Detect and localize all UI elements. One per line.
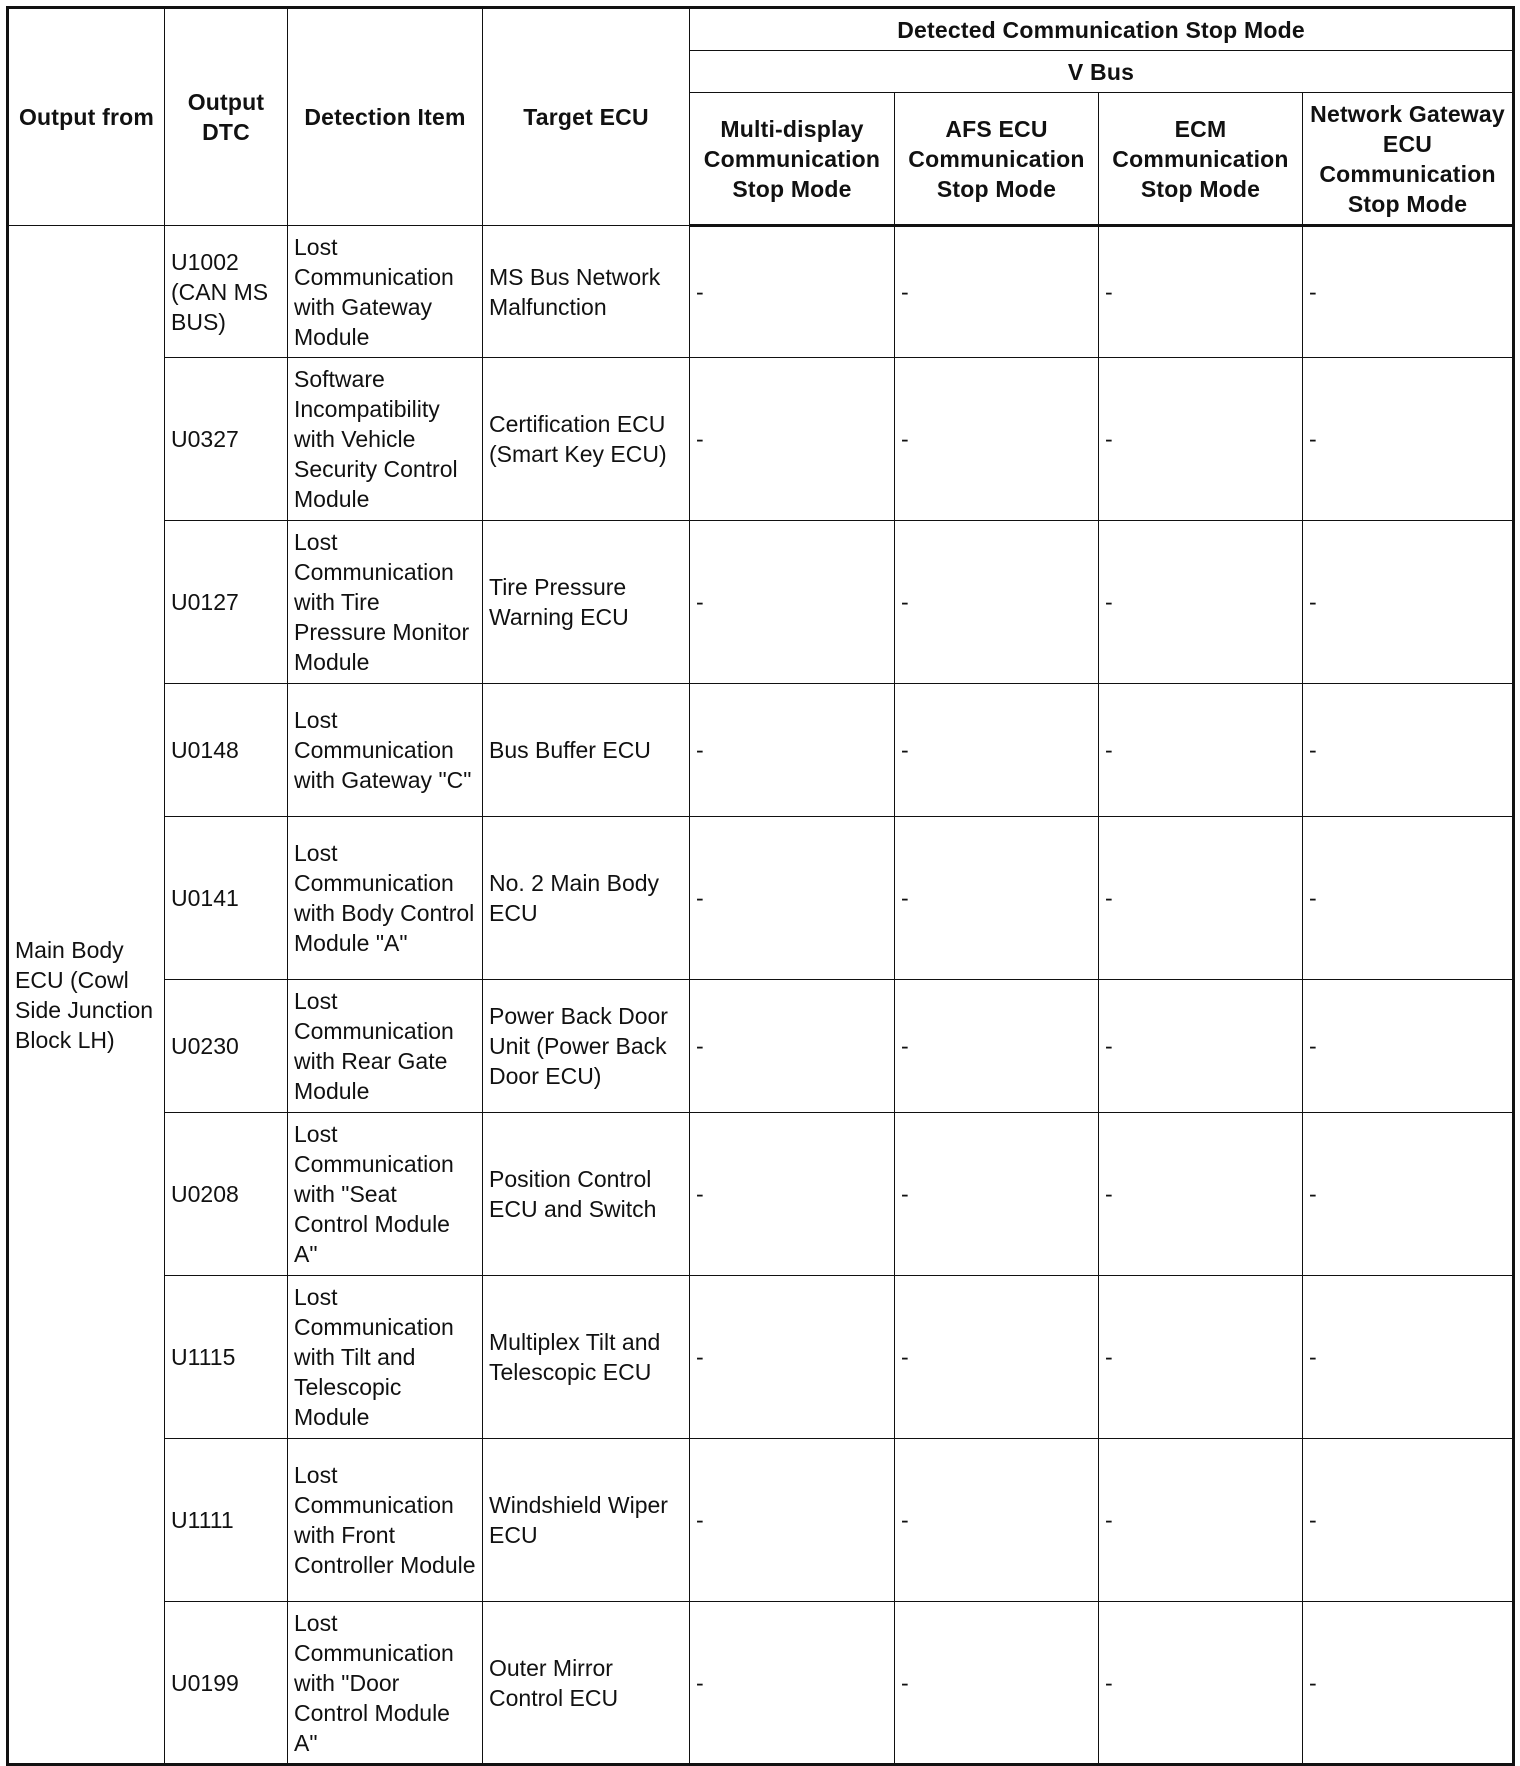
header-detection-item: Detection Item (288, 8, 483, 226)
dtc-code-cell: U1002 (CAN MS BUS) (165, 226, 288, 358)
table-body (8, 226, 1514, 1765)
mode-cell-afs-ecu: - (895, 521, 1099, 684)
mode-cell-network-gateway-ecu: - (1303, 1276, 1514, 1439)
target-ecu-cell: Bus Buffer ECU (483, 684, 690, 817)
dtc-code-cell: U0327 (165, 358, 288, 521)
table-row (8, 1276, 1514, 1439)
dtc-code-cell: U1115 (165, 1276, 288, 1439)
mode-cell-ecm: - (1099, 1602, 1303, 1765)
mode-cell-network-gateway-ecu: - (1303, 521, 1514, 684)
mode-cell-network-gateway-ecu: - (1303, 1113, 1514, 1276)
mode-cell-afs-ecu: - (895, 1602, 1099, 1765)
mode-cell-multi-display: - (690, 980, 895, 1113)
detection-item-cell: Lost Communication with "Door Control Module A" (288, 1602, 483, 1765)
mode-cell-multi-display: - (690, 521, 895, 684)
mode-cell-multi-display: - (690, 1602, 895, 1765)
detection-item-cell: Software Incompatibility with Vehicle Security Control Module (288, 358, 483, 521)
detection-item-cell: Lost Communication with Tire Pressure Monitor Module (288, 521, 483, 684)
mode-cell-multi-display: - (690, 358, 895, 521)
detection-item-cell: Lost Communication with Body Control Module "A" (288, 817, 483, 980)
mode-cell-afs-ecu: - (895, 226, 1099, 358)
dtc-code-cell: U0148 (165, 684, 288, 817)
dtc-code-cell: U1111 (165, 1439, 288, 1602)
dtc-table (6, 6, 1515, 1766)
mode-cell-afs-ecu: - (895, 1113, 1099, 1276)
dtc-code-cell: U0127 (165, 521, 288, 684)
mode-cell-multi-display: - (690, 817, 895, 980)
table-row (8, 226, 1514, 358)
table-row (8, 817, 1514, 980)
header-mode-afs-ecu: AFS ECU Communication Stop Mode (895, 93, 1099, 226)
dtc-code-cell: U0141 (165, 817, 288, 980)
detection-item-cell: Lost Communication with Rear Gate Module (288, 980, 483, 1113)
dtc-code-cell: U0199 (165, 1602, 288, 1765)
table-row (8, 358, 1514, 521)
target-ecu-cell: Power Back Door Unit (Power Back Door ECU) (483, 980, 690, 1113)
detection-item-cell: Lost Communication with Gateway Module (288, 226, 483, 358)
mode-cell-multi-display: - (690, 226, 895, 358)
mode-cell-network-gateway-ecu: - (1303, 1602, 1514, 1765)
target-ecu-cell: Position Control ECU and Switch (483, 1113, 690, 1276)
mode-cell-network-gateway-ecu: - (1303, 980, 1514, 1113)
header-mode-ecm: ECM Communication Stop Mode (1099, 93, 1303, 226)
header-v-bus: V Bus (690, 51, 1514, 93)
mode-cell-network-gateway-ecu: - (1303, 358, 1514, 521)
mode-cell-ecm: - (1099, 358, 1303, 521)
target-ecu-cell: Multiplex Tilt and Telescopic ECU (483, 1276, 690, 1439)
dtc-code-cell: U0208 (165, 1113, 288, 1276)
table-row (8, 980, 1514, 1113)
table-row (8, 1602, 1514, 1765)
mode-cell-network-gateway-ecu: - (1303, 226, 1514, 358)
mode-cell-ecm: - (1099, 1276, 1303, 1439)
header-output-from: Output from (8, 8, 165, 226)
mode-cell-network-gateway-ecu: - (1303, 817, 1514, 980)
table-row (8, 1113, 1514, 1276)
mode-cell-afs-ecu: - (895, 684, 1099, 817)
mode-cell-multi-display: - (690, 684, 895, 817)
dtc-code-cell: U0230 (165, 980, 288, 1113)
mode-cell-afs-ecu: - (895, 817, 1099, 980)
mode-cell-ecm: - (1099, 980, 1303, 1113)
detection-item-cell: Lost Communication with "Seat Control Module A" (288, 1113, 483, 1276)
header-mode-network-gateway-ecu: Network Gateway ECU Communication Stop Mode (1303, 93, 1514, 226)
mode-cell-ecm: - (1099, 817, 1303, 980)
detection-item-cell: Lost Communication with Front Controller Module (288, 1439, 483, 1602)
mode-cell-ecm: - (1099, 684, 1303, 817)
table-row (8, 1439, 1514, 1602)
mode-cell-afs-ecu: - (895, 358, 1099, 521)
mode-cell-ecm: - (1099, 1113, 1303, 1276)
mode-cell-ecm: - (1099, 226, 1303, 358)
output-from-cell: Main Body ECU (Cowl Side Junction Block LH) (8, 226, 165, 1765)
target-ecu-cell: Certification ECU (Smart Key ECU) (483, 358, 690, 521)
target-ecu-cell: No. 2 Main Body ECU (483, 817, 690, 980)
header-mode-multi-display: Multi-display Communication Stop Mode (690, 93, 895, 226)
header-detected-communication-stop-mode: Detected Communication Stop Mode (690, 8, 1514, 51)
mode-cell-ecm: - (1099, 521, 1303, 684)
target-ecu-cell: MS Bus Network Malfunction (483, 226, 690, 358)
detection-item-cell: Lost Communication with Tilt and Telescopic Module (288, 1276, 483, 1439)
header-target-ecu: Target ECU (483, 8, 690, 226)
detection-item-cell: Lost Communication with Gateway "C" (288, 684, 483, 817)
mode-cell-afs-ecu: - (895, 1439, 1099, 1602)
mode-cell-network-gateway-ecu: - (1303, 1439, 1514, 1602)
mode-cell-multi-display: - (690, 1439, 895, 1602)
table-row (8, 684, 1514, 817)
mode-cell-afs-ecu: - (895, 1276, 1099, 1439)
header-output-dtc: Output DTC (165, 8, 288, 226)
mode-cell-network-gateway-ecu: - (1303, 684, 1514, 817)
table-row (8, 521, 1514, 684)
mode-cell-ecm: - (1099, 1439, 1303, 1602)
target-ecu-cell: Outer Mirror Control ECU (483, 1602, 690, 1765)
mode-cell-afs-ecu: - (895, 980, 1099, 1113)
mode-cell-multi-display: - (690, 1113, 895, 1276)
target-ecu-cell: Windshield Wiper ECU (483, 1439, 690, 1602)
target-ecu-cell: Tire Pressure Warning ECU (483, 521, 690, 684)
mode-cell-multi-display: - (690, 1276, 895, 1439)
